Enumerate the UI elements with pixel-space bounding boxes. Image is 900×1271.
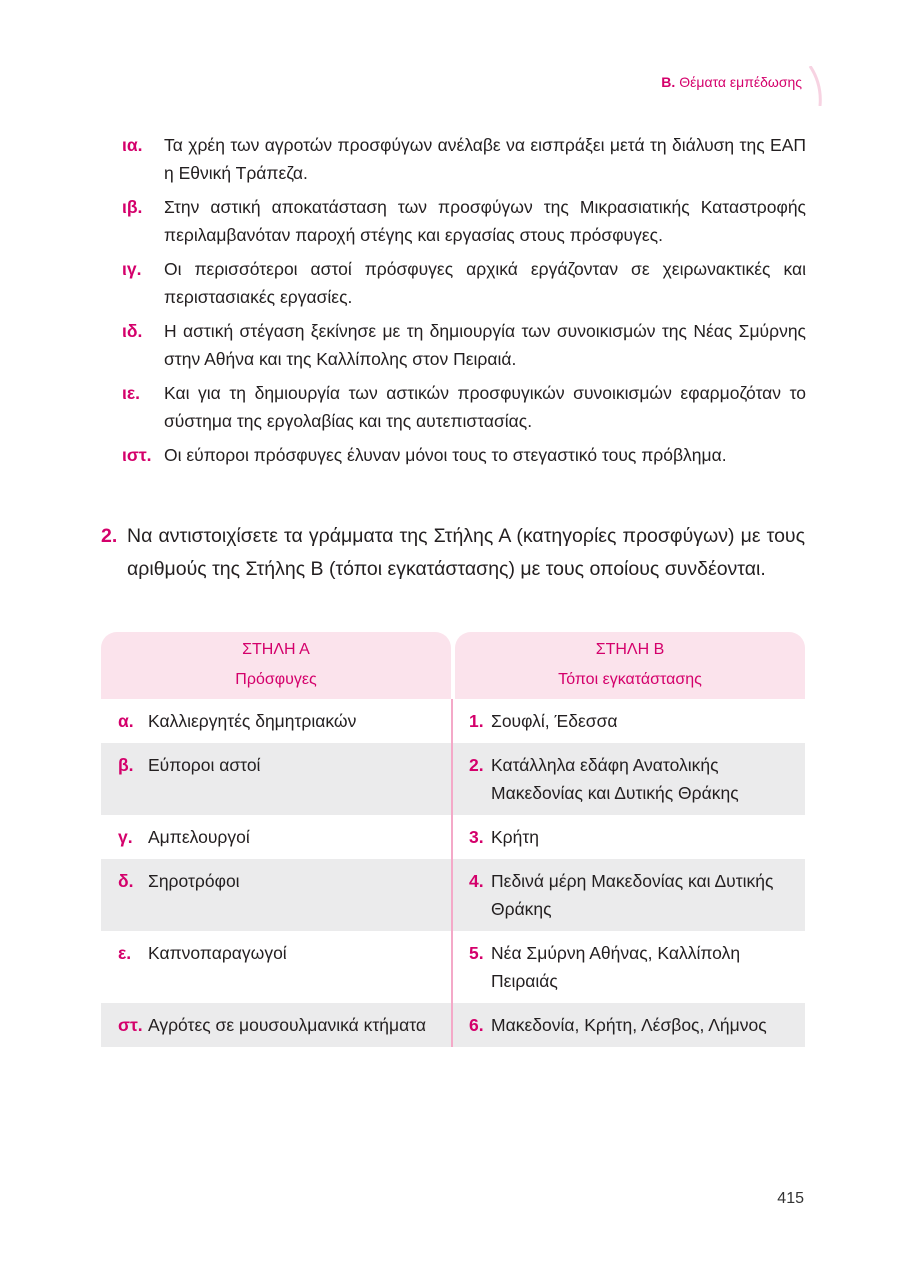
table-row <box>101 743 805 815</box>
cell-column-b <box>453 859 805 931</box>
item-label: ιγ. <box>122 259 142 279</box>
row-b-text: Σουφλί, Έδεσσα <box>491 711 618 731</box>
row-a-text: Σηροτρόφοι <box>148 871 240 891</box>
cell-column-b <box>453 931 805 1003</box>
list-item <box>122 379 806 435</box>
page-number: 415 <box>777 1190 804 1207</box>
section-title: Θέματα εμπέδωσης <box>679 74 802 90</box>
question-2 <box>101 520 805 586</box>
running-header <box>661 74 802 90</box>
table-row <box>101 931 805 1003</box>
table-row <box>101 815 805 859</box>
row-letter: γ. <box>118 827 133 847</box>
row-number: 5. <box>469 943 484 963</box>
cell-column-b <box>453 699 805 743</box>
row-b-text: Μακεδονία, Κρήτη, Λέσβος, Λήμνος <box>491 1015 767 1035</box>
row-number: 3. <box>469 827 484 847</box>
row-letter: δ. <box>118 871 134 891</box>
item-text: Και για τη δημιουργία των αστικών προσφυγικών συνοικισμών εφαρμοζόταν το σύστημα της εργολαβίας και της αυτεπιστασίας. <box>164 383 806 431</box>
row-letter: α. <box>118 711 134 731</box>
cell-column-a <box>101 931 453 1003</box>
list-item <box>122 255 806 311</box>
item-label: ιδ. <box>122 321 143 341</box>
column-a-subtitle: Πρόσφυγες <box>235 671 317 688</box>
cell-column-a <box>101 859 453 931</box>
question-text: Να αντιστοιχίσετε τα γράμματα της Στήλης Α (κατηγορίες προσφύγων) με τους αριθμούς της Στήλης Β (τόποι εγκατάστασης) με τους οποίους συνδέονται. <box>127 525 805 580</box>
item-label: ια. <box>122 135 143 155</box>
item-text: Οι εύποροι πρόσφυγες έλυναν μόνοι τους το στεγαστικό τους πρόβλημα. <box>164 445 727 465</box>
item-label: ιβ. <box>122 197 143 217</box>
row-letter: στ. <box>118 1015 143 1035</box>
question-number: 2. <box>101 525 118 547</box>
row-b-text: Κατάλληλα εδάφη Ανατολικής Μακεδονίας και Δυτικής Θράκης <box>491 755 739 803</box>
row-letter: β. <box>118 755 134 775</box>
table-row <box>101 859 805 931</box>
cell-column-a <box>101 743 453 815</box>
item-text: Οι περισσότεροι αστοί πρόσφυγες αρχικά εργάζονταν σε χειρωνακτικές και περιστασιακές εργασίες. <box>164 259 806 307</box>
cell-column-a <box>101 1003 453 1047</box>
row-a-text: Καλλιεργητές δημητριακών <box>148 711 357 731</box>
item-text: Στην αστική αποκατάσταση των προσφύγων της Μικρασιατικής Καταστροφής περιλαμβανόταν παροχή στέγης και εργασίας στους πρόσφυγες. <box>164 197 806 245</box>
item-label: ιε. <box>122 383 141 403</box>
header-decoration <box>808 66 828 106</box>
list-item <box>122 441 806 469</box>
row-a-text: Καπνοπαραγωγοί <box>148 943 287 963</box>
row-number: 6. <box>469 1015 484 1035</box>
row-b-text: Κρήτη <box>491 827 540 847</box>
table-row <box>101 699 805 743</box>
column-a-header <box>101 632 451 699</box>
item-text: Η αστική στέγαση ξεκίνησε με τη δημιουργία των συνοικισμών της Νέας Σμύρνης στην Αθήνα και της Καλλίπολης στον Πειραιά. <box>164 321 806 369</box>
row-b-text: Πεδινά μέρη Μακεδονίας και Δυτικής Θράκης <box>491 871 774 919</box>
cell-column-b <box>453 1003 805 1047</box>
list-item <box>122 193 806 249</box>
matching-table <box>101 632 805 1047</box>
row-b-text: Νέα Σμύρνη Αθήνας, Καλλίπολη Πειραιάς <box>491 943 741 991</box>
row-a-text: Αγρότες σε μουσουλμανικά κτήματα <box>148 1015 426 1035</box>
list-item <box>122 131 806 187</box>
row-number: 4. <box>469 871 484 891</box>
cell-column-b <box>453 743 805 815</box>
column-b-subtitle: Τόποι εγκατάστασης <box>558 671 702 688</box>
row-number: 2. <box>469 755 484 775</box>
column-b-title: ΣΤΗΛΗ Β <box>595 641 665 658</box>
item-text: Τα χρέη των αγροτών προσφύγων ανέλαβε να εισπράξει μετά τη διάλυση της ΕΑΠ η Εθνική Τράπεζα. <box>164 135 806 183</box>
row-a-text: Αμπελουργοί <box>148 827 250 847</box>
cell-column-b <box>453 815 805 859</box>
true-false-list <box>122 131 806 475</box>
list-item <box>122 317 806 373</box>
cell-column-a <box>101 699 453 743</box>
row-letter: ε. <box>118 943 132 963</box>
column-b-header <box>455 632 805 699</box>
section-label: Β. <box>661 74 676 90</box>
column-a-title: ΣΤΗΛΗ Α <box>242 641 310 658</box>
item-label: ιστ. <box>122 445 152 465</box>
table-header <box>101 632 805 699</box>
table-row <box>101 1003 805 1047</box>
row-number: 1. <box>469 711 484 731</box>
cell-column-a <box>101 815 453 859</box>
row-a-text: Εύποροι αστοί <box>148 755 261 775</box>
